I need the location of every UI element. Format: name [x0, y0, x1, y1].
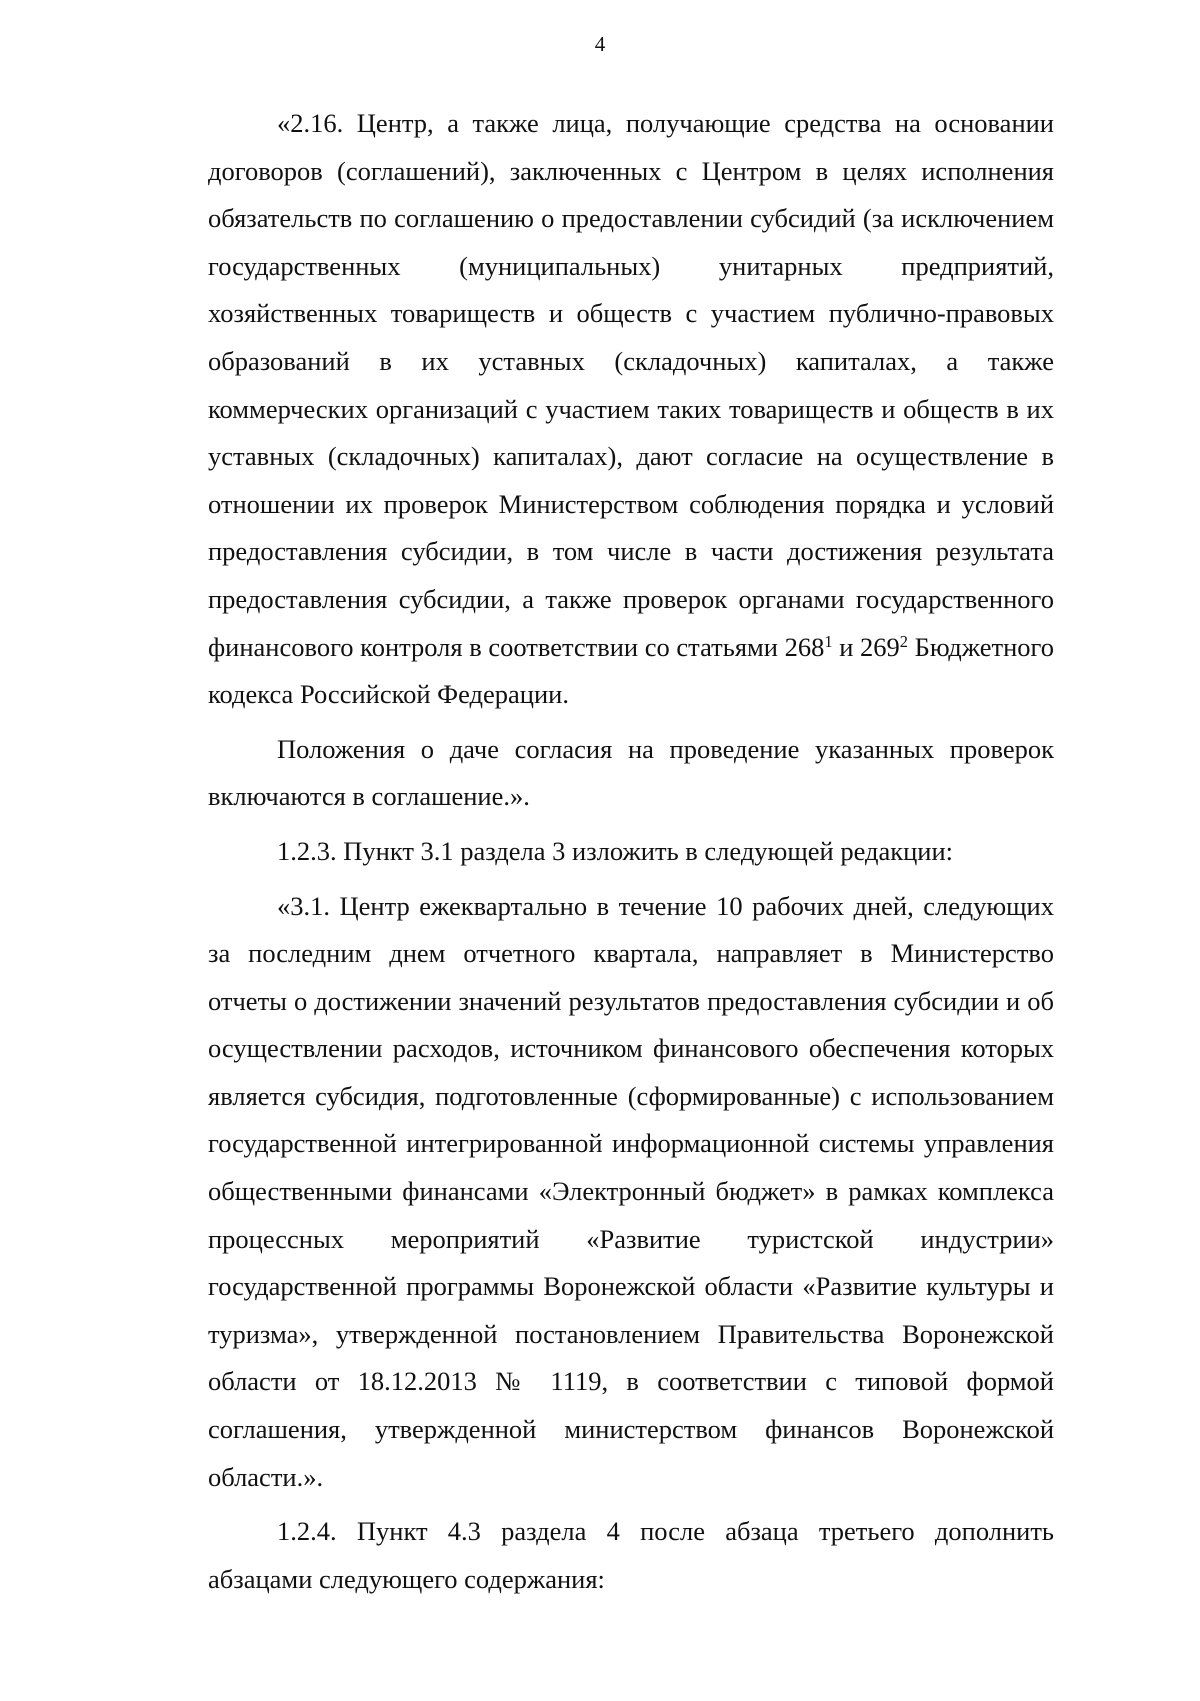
document-body	[208, 100, 1054, 1603]
paragraph-item-1-2-3: 1.2.3. Пункт 3.1 раздела 3 изложить в следующей редакции:	[277, 835, 954, 866]
article-269-superscript: 2	[899, 631, 908, 651]
article-conjunction: и	[832, 631, 861, 662]
paragraph-consent-provisions: Положения о даче согласия на проведение указанных проверок включаются в соглашение.».	[208, 733, 1054, 812]
paragraph-clause-2-16	[208, 100, 1054, 719]
clause-2-16-text: «2.16. Центр, а также лица, получающие средства на основании договоров (соглашений), заключенных с Центром в целях исполнения обязательств по соглашению о предоставлении субсидий (за исключением государственных (муниципальных) унитарных предприятий, хозяйственных товариществ и обществ с участием публично-правовых образований в их уставных (складочных) капиталах, а также коммерческих организаций с участием таких товариществ и обществ в их уставных (складочных) капиталах), дают согласие на осуществление в отношении их проверок Министерством соблюдения порядка и условий предоставления субсидии, в том числе в части достижения результата предоставления субсидии, а также проверок органами государственного финансового контроля в соответствии со статьями	[208, 108, 1054, 662]
page-number: 4	[594, 32, 606, 56]
article-269: 269	[860, 631, 900, 662]
paragraph-clause-3-1: «3.1. Центр ежеквартально в течение 10 рабочих дней, следующих за последним днем отчетного квартала, направляет в Министерство отчеты о достижении значений результатов предоставления субсидии и об осуществлении расходов, источником финансового обеспечения которых является субсидия, подготовленные (сформированные) с использованием государственной интегрированной информационной системы управления общественными финансами «Электронный бюджет» в рамках комплекса процессных мероприятий «Развитие туристской индустрии» государственной программы Воронежской области «Развитие культуры и туризма», утвержденной постановлением Правительства Воронежской области от 18.12.2013 № 1119, в соответствии с типовой формой соглашения, утвержденной министерством финансов Воронежской области.».	[208, 890, 1054, 1492]
clause-2-16-tail: Бюджетного кодекса Российской Федерации.	[208, 631, 1054, 710]
article-268-superscript: 1	[824, 631, 833, 651]
article-268: 268	[784, 631, 825, 662]
paragraph-item-1-2-4: 1.2.4. Пункт 4.3 раздела 4 после абзаца третьего дополнить абзацами следующего содержания:	[208, 1516, 1054, 1594]
